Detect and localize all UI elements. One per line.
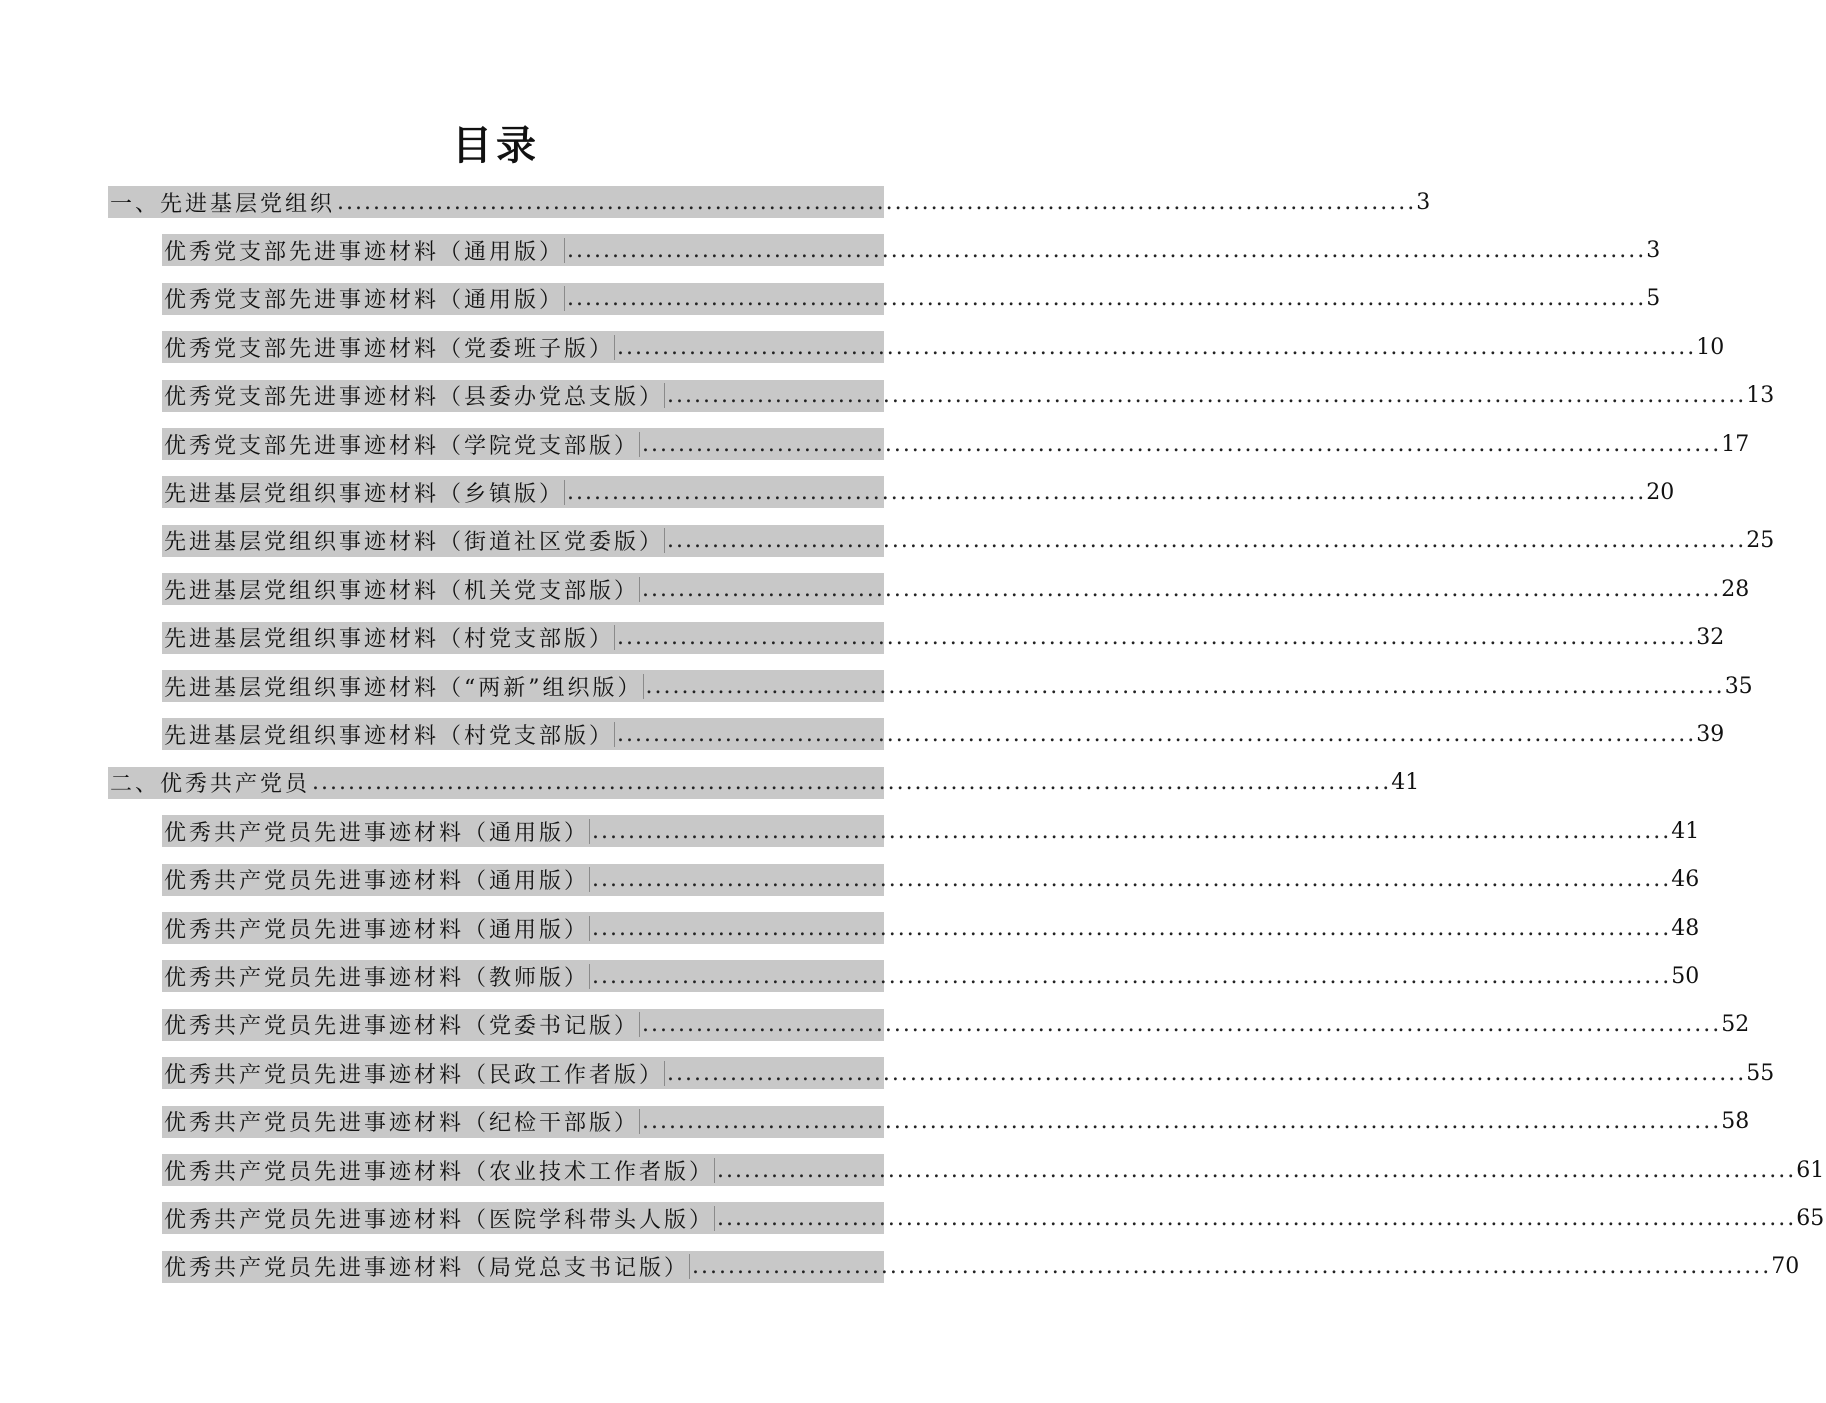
toc-entry-text: 优秀共产党员先进事迹材料（通用版） bbox=[164, 869, 590, 895]
toc-entry-text: 先进基层党组织事迹材料（村党支部版） bbox=[164, 627, 615, 653]
toc-leader-dots: ........................................................................................................................ bbox=[639, 1012, 1721, 1037]
toc-entry[interactable] bbox=[162, 718, 1725, 750]
toc-page-number: 39 bbox=[1696, 721, 1725, 747]
toc-leader-dots: ........................................................................................................................ bbox=[614, 335, 1696, 360]
toc-page-number: 32 bbox=[1696, 625, 1725, 651]
toc-leader-dots: ........................................................................................................................ bbox=[664, 1061, 1746, 1086]
toc-entry[interactable] bbox=[162, 912, 1700, 944]
toc-page-number: 52 bbox=[1721, 1012, 1750, 1038]
toc-entry-text: 优秀共产党员先进事迹材料（党委书记版） bbox=[164, 1014, 640, 1040]
toc-leader-dots: ........................................................................................................................ bbox=[589, 916, 1671, 941]
toc-entry-text: 优秀党支部先进事迹材料（学院党支部版） bbox=[164, 433, 640, 459]
toc-entry-text: 优秀共产党员先进事迹材料（农业技术工作者版） bbox=[164, 1159, 715, 1185]
toc-leader-dots: ........................................................................................................................ bbox=[639, 432, 1721, 457]
toc-entry-text: 先进基层党组织事迹材料（乡镇版） bbox=[164, 481, 565, 507]
toc-entry[interactable] bbox=[162, 476, 1675, 508]
toc-page-number: 25 bbox=[1746, 528, 1775, 554]
toc-entry[interactable] bbox=[162, 815, 1700, 847]
toc-entry[interactable] bbox=[162, 1202, 1825, 1234]
toc-leader-dots: ........................................................................................................................ bbox=[564, 480, 1646, 505]
toc-leader-dots: ........................................................................................................................ bbox=[564, 286, 1646, 311]
toc-page-number: 55 bbox=[1746, 1060, 1775, 1086]
toc-entry-text: 优秀共产党员先进事迹材料（局党总支书记版） bbox=[164, 1256, 690, 1282]
toc-page-number: 28 bbox=[1721, 576, 1750, 602]
toc-page-number: 17 bbox=[1721, 431, 1750, 457]
toc-entry[interactable] bbox=[162, 428, 1750, 460]
toc-leader-dots: ........................................................................................................................ bbox=[664, 383, 1746, 408]
toc-leader-dots: ........................................................................................................................ bbox=[589, 964, 1671, 989]
toc-page-number: 70 bbox=[1771, 1254, 1800, 1280]
toc-entry[interactable] bbox=[162, 573, 1750, 605]
toc-page-number: 3 bbox=[1646, 237, 1661, 263]
toc-leader-dots: ........................................................................................................................ bbox=[312, 770, 1392, 796]
toc-leader-dots: ........................................................................................................................ bbox=[564, 238, 1646, 263]
toc-entry[interactable] bbox=[162, 1251, 1800, 1283]
toc-page-number: 35 bbox=[1724, 673, 1753, 699]
toc-entry[interactable] bbox=[162, 1154, 1825, 1186]
toc-leader-dots: ........................................................................................................................ bbox=[589, 867, 1671, 892]
toc-entry[interactable] bbox=[162, 1009, 1750, 1041]
toc-entry[interactable] bbox=[162, 525, 1775, 557]
toc-leader-dots: ........................................................................................................................ bbox=[614, 722, 1696, 747]
toc-entry-text: 先进基层党组织事迹材料（村党支部版） bbox=[164, 723, 615, 749]
toc-leader-dots: ........................................................................................................................ bbox=[664, 528, 1746, 553]
toc-page-number: 41 bbox=[1391, 770, 1420, 796]
toc-entry-text: 优秀共产党员先进事迹材料（通用版） bbox=[164, 917, 590, 943]
toc-entry[interactable] bbox=[162, 622, 1725, 654]
toc-entry-text: 优秀共产党员先进事迹材料（教师版） bbox=[164, 965, 590, 991]
toc-page-number: 61 bbox=[1796, 1157, 1825, 1183]
toc-entry-text: 二、优秀共产党员 bbox=[110, 772, 311, 798]
toc-leader-dots: ........................................................................................................................ bbox=[689, 1254, 1771, 1279]
toc-entry-text: 优秀共产党员先进事迹材料（医院学科带头人版） bbox=[164, 1207, 715, 1233]
toc-page-number: 50 bbox=[1671, 963, 1700, 989]
toc-entry-text: 优秀共产党员先进事迹材料（民政工作者版） bbox=[164, 1062, 665, 1088]
toc-entry-text: 先进基层党组织事迹材料（街道社区党委版） bbox=[164, 530, 665, 556]
toc-page-number: 3 bbox=[1416, 189, 1431, 215]
toc-leader-dots: ........................................................................................................................ bbox=[639, 577, 1721, 602]
toc-page-number: 65 bbox=[1796, 1205, 1825, 1231]
toc-leader-dots: ........................................................................................................................ bbox=[589, 819, 1671, 844]
toc-entry-text: 优秀党支部先进事迹材料（党委班子版） bbox=[164, 336, 615, 362]
toc-leader-dots: ........................................................................................................................ bbox=[639, 1109, 1721, 1134]
toc-leader-dots: ........................................................................................................................ bbox=[714, 1206, 1796, 1231]
toc-page-number: 5 bbox=[1646, 286, 1661, 312]
toc-entry[interactable] bbox=[162, 380, 1775, 412]
toc-section-heading[interactable] bbox=[108, 186, 1431, 218]
toc-entry[interactable] bbox=[162, 960, 1700, 992]
toc-leader-dots: ........................................................................................................................ bbox=[337, 189, 1417, 215]
toc-entry[interactable] bbox=[162, 283, 1661, 315]
toc-page-number: 13 bbox=[1746, 383, 1775, 409]
toc-page-number: 48 bbox=[1671, 915, 1700, 941]
toc-entry-text: 先进基层党组织事迹材料（机关党支部版） bbox=[164, 578, 640, 604]
toc-entry-text: 优秀共产党员先进事迹材料（通用版） bbox=[164, 820, 590, 846]
toc-entry[interactable] bbox=[162, 234, 1661, 266]
toc-leader-dots: ........................................................................................................................ bbox=[643, 674, 1725, 699]
toc-entry-text: 先进基层党组织事迹材料（“两新”组织版） bbox=[164, 675, 643, 701]
toc-entry-text: 优秀共产党员先进事迹材料（纪检干部版） bbox=[164, 1111, 640, 1137]
toc-section-heading[interactable] bbox=[108, 767, 1420, 799]
toc-page-number: 46 bbox=[1671, 867, 1700, 893]
toc-entry[interactable] bbox=[162, 331, 1725, 363]
toc-entry[interactable] bbox=[162, 1057, 1775, 1089]
toc-entry-text: 优秀党支部先进事迹材料（通用版） bbox=[164, 239, 565, 265]
toc-page-number: 20 bbox=[1646, 479, 1675, 505]
toc-entry-text: 优秀党支部先进事迹材料（县委办党总支版） bbox=[164, 385, 665, 411]
toc-page-number: 58 bbox=[1721, 1109, 1750, 1135]
toc-page-number: 41 bbox=[1671, 818, 1700, 844]
toc-entry[interactable] bbox=[162, 1106, 1750, 1138]
toc-leader-dots: ........................................................................................................................ bbox=[614, 625, 1696, 650]
toc-entry-text: 优秀党支部先进事迹材料（通用版） bbox=[164, 288, 565, 314]
toc-entry[interactable] bbox=[162, 864, 1700, 896]
page-title: 目录 bbox=[452, 122, 540, 169]
toc-entry[interactable] bbox=[162, 670, 1753, 702]
toc-entry-text: 一、先进基层党组织 bbox=[110, 191, 336, 217]
toc-page-number: 10 bbox=[1696, 334, 1725, 360]
toc-leader-dots: ........................................................................................................................ bbox=[714, 1158, 1796, 1183]
